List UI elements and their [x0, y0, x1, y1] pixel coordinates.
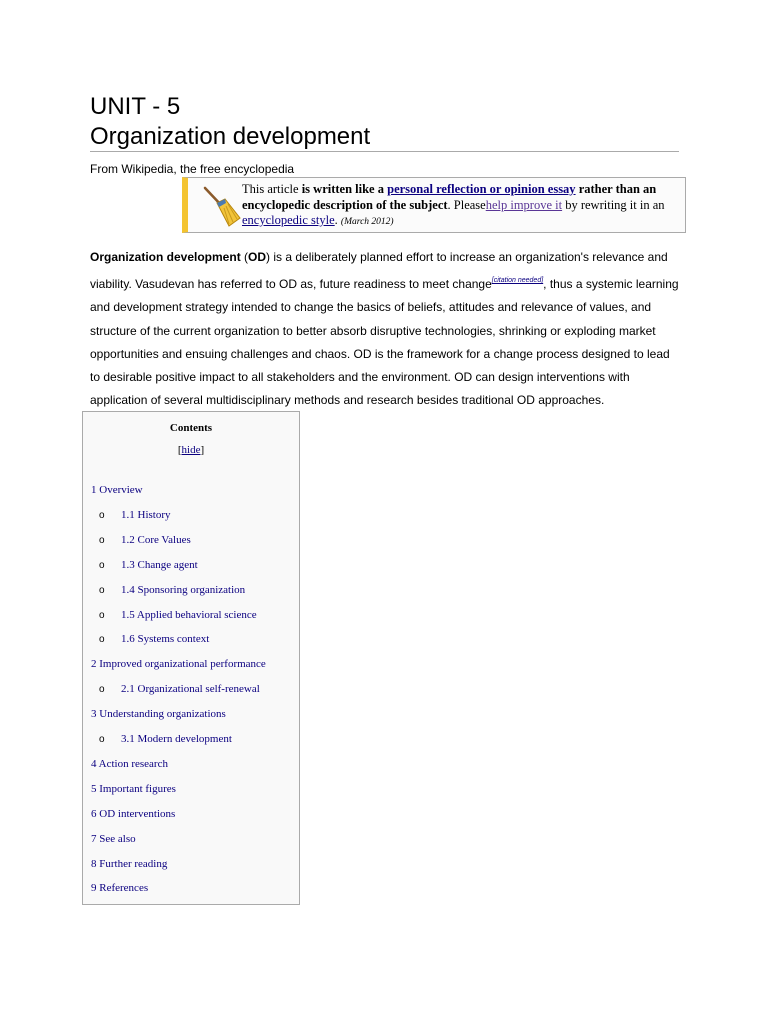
page-title: Organization development — [90, 123, 371, 150]
toc-item[interactable]: 1.3 Change agent — [121, 558, 198, 571]
intro-text-2: ) is a deliberately planned effort to increase an organization's relevance and viability. Vasudevan has referred to OD as, future readiness to meet change — [90, 250, 668, 292]
toc-bullet: o — [99, 609, 105, 621]
toc-item[interactable]: 6 OD interventions — [91, 807, 176, 820]
toc-item[interactable]: 1.2 Core Values — [121, 533, 191, 546]
citation-needed-link[interactable]: [citation needed] — [491, 277, 544, 285]
toc-hide-link[interactable]: hide — [181, 444, 201, 456]
toc-item[interactable]: 1 Overview — [91, 484, 143, 496]
toc-bullet: o — [99, 584, 105, 596]
toc-item[interactable]: 1.5 Applied behavioral science — [121, 608, 257, 621]
page-subtitle: From Wikipedia, the free encyclopedia — [90, 162, 295, 176]
toc-item[interactable]: 2.1 Organizational self-renewal — [121, 683, 260, 696]
toc-bullet: o — [99, 684, 105, 696]
toc-item[interactable]: 1.6 Systems context — [121, 633, 210, 646]
intro-text-1: ( — [240, 250, 249, 264]
broom-icon — [200, 184, 244, 228]
title-divider — [90, 151, 679, 152]
essay-notice-box — [182, 177, 686, 233]
intro-bold-abbr: OD — [248, 250, 267, 264]
toc-hide-open-bracket: [ — [177, 444, 182, 456]
notice-date: (March 2012) — [340, 217, 394, 227]
table-of-contents — [82, 411, 300, 905]
notice-bold-1: is written like a — [301, 182, 388, 196]
toc-title: Contents — [169, 422, 213, 434]
toc-item[interactable]: 1.1 History — [121, 508, 171, 521]
toc-hide-toggle — [83, 444, 299, 456]
encyclopedic-style-link[interactable]: encyclopedic style — [242, 213, 335, 227]
notice-text-3: by rewriting it in an — [562, 197, 665, 212]
toc-item[interactable]: 1.4 Sponsoring organization — [121, 583, 246, 596]
intro-paragraph — [90, 246, 682, 412]
toc-item[interactable]: 8 Further reading — [91, 857, 168, 870]
toc-item[interactable]: 9 References — [91, 882, 149, 895]
toc-item[interactable]: 2 Improved organizational performance — [91, 658, 266, 671]
toc-item[interactable]: 4 Action research — [91, 757, 168, 770]
notice-text-1: This article — [242, 182, 302, 196]
toc-bullet: o — [99, 634, 105, 646]
toc-bullet: o — [99, 559, 105, 571]
toc-bullet: o — [99, 734, 105, 745]
help-improve-link[interactable]: help improve it — [485, 197, 563, 212]
toc-hide-close-bracket: ] — [200, 444, 205, 456]
notice-text — [242, 182, 682, 231]
toc-bullet: o — [99, 534, 105, 546]
toc-bullet: o — [99, 509, 105, 521]
intro-bold-term: Organization development — [90, 250, 241, 264]
toc-item[interactable]: 3 Understanding organizations — [91, 708, 226, 721]
toc-item[interactable]: 3.1 Modern development — [121, 733, 232, 745]
intro-text-3: , thus a systemic learning and development strategy intended to change the basics of beliefs, attitudes and relevance of values, and structure of the current organization to better absorb disruptive technologies, shrinking or exploding market opportunities and ensuing challenges and chaos. OD is the framework for a change process designed to lead to desirable positive impact to all stakeholders and the environment. OD can design interventions with application of several multidisciplinary methods and research besides traditional OD approaches. — [90, 277, 679, 408]
notice-text-2: . Please — [447, 197, 486, 212]
notice-bold-2: rather than an encyclopedic description of the subject — [242, 182, 657, 212]
toc-item[interactable]: 7 See also — [91, 832, 136, 845]
notice-text-4: . — [334, 213, 341, 227]
personal-reflection-link[interactable]: personal reflection or opinion essay — [387, 182, 576, 196]
toc-item[interactable]: 5 Important figures — [91, 782, 176, 795]
unit-heading: UNIT - 5 — [90, 93, 181, 120]
